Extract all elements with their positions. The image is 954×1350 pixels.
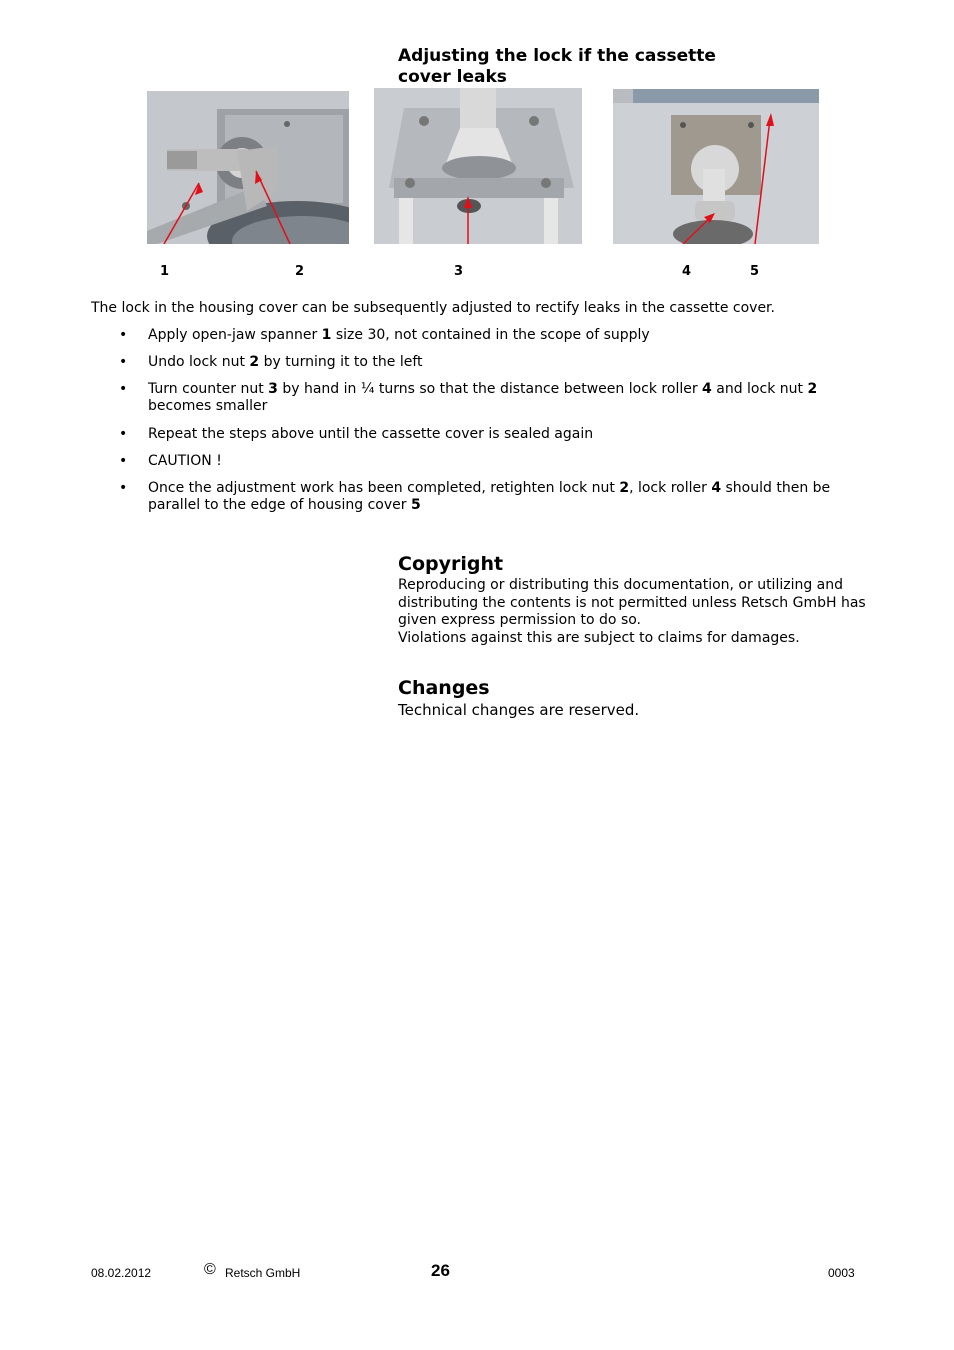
- figure-number-5: 5: [750, 264, 760, 279]
- copyright-symbol: ©: [204, 1261, 216, 1278]
- photo-counter-nut: [374, 88, 582, 244]
- list-item: • Repeat the steps above until the cassette cover is sealed again: [119, 426, 594, 442]
- footer-date: 08.02.2012: [91, 1266, 152, 1280]
- list-item: • CAUTION !: [119, 453, 222, 469]
- copyright-text: Reproducing or distributing this documentation, or utilizing and distributing the contents is not permitted unless Retsch GmbH has given express permission to do so. Violations against this are subject to claims for damages.: [398, 577, 866, 646]
- figure-number-2: 2: [295, 264, 305, 279]
- changes-heading: Changes: [398, 677, 490, 699]
- figure-number-1: 1: [160, 264, 170, 279]
- photo-lock-roller: [613, 89, 819, 244]
- list-item: • Turn counter nut 3 by hand in ¼ turns so that the distance between lock roller 4 and lock nut 2 becomes smaller: [119, 381, 818, 414]
- footer-code: 0003: [828, 1266, 855, 1280]
- changes-text: Technical changes are reserved.: [398, 701, 640, 719]
- list-item: • Once the adjustment work has been completed, retighten lock nut 2, lock roller 4 should then be parallel to the edge of housing cover 5: [119, 480, 831, 513]
- page-number: 26: [431, 1261, 450, 1280]
- footer-company: Retsch GmbH: [225, 1266, 301, 1280]
- figure-number-3: 3: [454, 264, 464, 279]
- intro-text: The lock in the housing cover can be subsequently adjusted to rectify leaks in the cassette cover.: [91, 300, 775, 316]
- list-item: • Apply open-jaw spanner 1 size 30, not contained in the scope of supply: [119, 327, 650, 343]
- figure-number-4: 4: [682, 264, 692, 279]
- steps-list: [91, 327, 871, 524]
- list-item: • Undo lock nut 2 by turning it to the left: [119, 354, 423, 370]
- section-title: Adjusting the lock if the cassette cover leaks: [398, 46, 716, 87]
- copyright-heading: Copyright: [398, 553, 504, 575]
- photo-spanner-on-lock: [147, 91, 349, 244]
